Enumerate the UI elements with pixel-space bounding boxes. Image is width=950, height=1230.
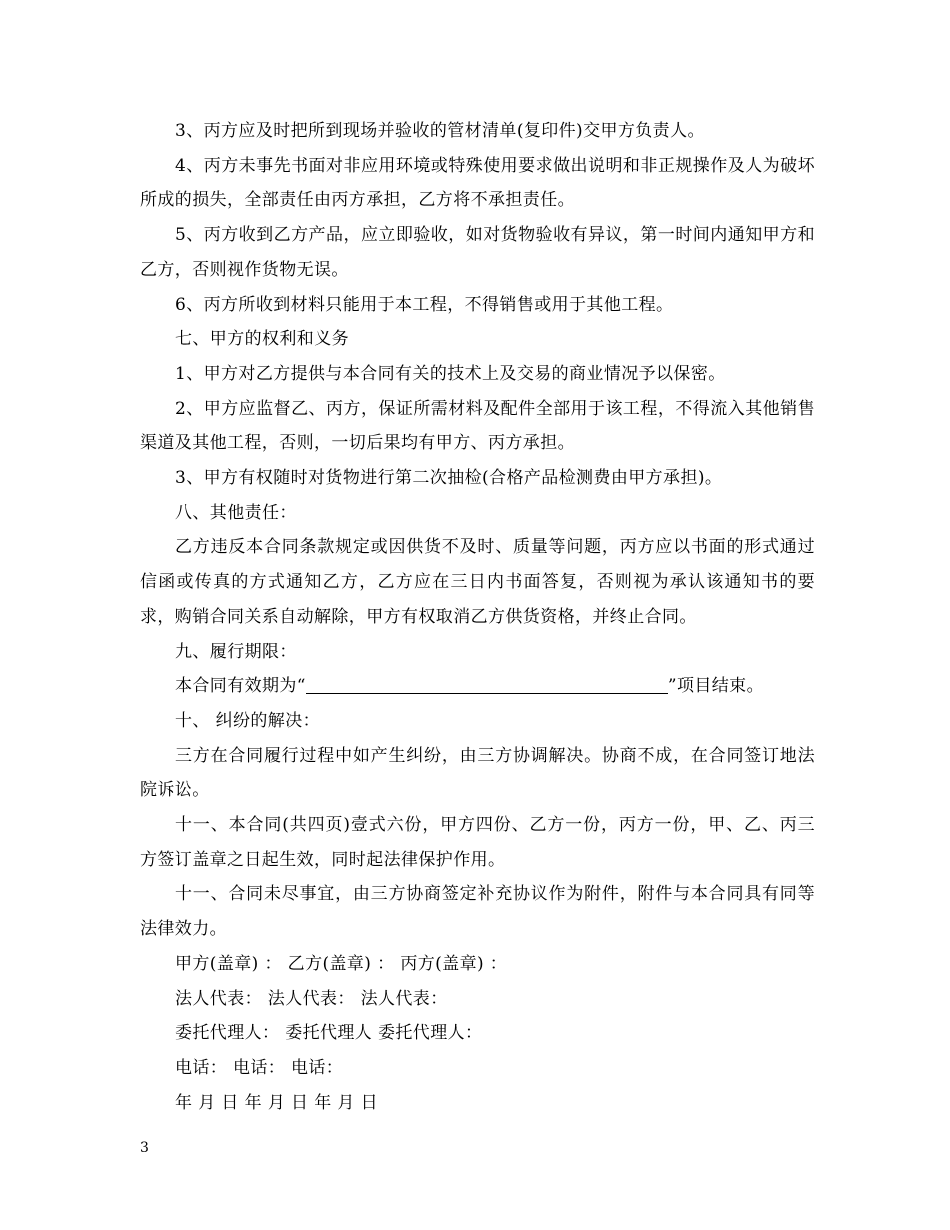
section-heading: 十、 纠纷的解决： [175, 710, 321, 731]
section-heading: 九、履行期限： [175, 641, 297, 662]
term-blank-line [306, 671, 668, 694]
signature-seal-line: 甲方(盖章) ： 乙方(盖章) ： 丙方(盖章) ： [175, 953, 508, 974]
signature-date-line: 年 月 日 年 月 日 年 月 日 [175, 1092, 379, 1113]
term-line [140, 669, 815, 704]
paragraph: 5、丙方收到乙方产品，应立即验收，如对货物验收有异议，第一时间内通知甲方和乙方，否则视作货物无误。 [140, 225, 815, 280]
signature-agent-line: 委托代理人： 委托代理人 委托代理人： [175, 1023, 483, 1044]
page-number: 3 [140, 1140, 149, 1156]
paragraph: 6、丙方所收到材料只能用于本工程，不得销售或用于其他工程。 [175, 294, 674, 315]
signature-phone-line: 电话： 电话： 电话： [175, 1057, 344, 1078]
contract-body [140, 114, 815, 1120]
paragraph: 3、甲方有权随时对货物进行第二次抽检(合格产品检测费由甲方承担)。 [175, 468, 723, 489]
paragraph: 3、丙方应及时把所到现场并验收的管材清单(复印件)交甲方负责人。 [175, 121, 705, 141]
section-heading: 八、其他责任： [175, 502, 297, 523]
signature-representative-line: 法人代表： 法人代表： 法人代表： [175, 988, 448, 1009]
paragraph: 2、甲方应监督乙、丙方，保证所需材料及配件全部用于该工程，不得流入其他销售渠道及其他工程，否则，一切后果均有甲方、丙方承担。 [140, 398, 815, 454]
paragraph: 1、甲方对乙方提供与本合同有关的技术上及交易的商业情况予以保密。 [175, 363, 726, 384]
paragraph: 十一、合同未尽事宜，由三方协商签定补充协议作为附件，附件与本合同具有同等法律效力。 [140, 884, 815, 940]
paragraph: 三方在合同履行过程中如产生纠纷，由三方协调解决。协商不成，在合同签订地法院诉讼。 [140, 745, 815, 801]
paragraph: 乙方违反本合同条款规定或因供货不及时、质量等问题，丙方应以书面的形式通过信函或传真的方式通知乙方，乙方应在三日内书面答复，否则视为承认该通知书的要求，购销合同关系自动解除，甲方有权取消乙方供货资格，并终止合同。 [140, 537, 815, 627]
paragraph: 4、丙方未事先书面对非应用环境或特殊使用要求做出说明和非正规操作及人为破坏所成的损失，全部责任由丙方承担，乙方将不承担责任。 [140, 155, 815, 211]
paragraph: 十一、本合同(共四页)壹式六份，甲方四份、乙方一份，丙方一份，甲、乙、丙三方签订盖章之日起生效，同时起法律保护作用。 [140, 815, 815, 870]
term-suffix: ”项目结束。 [667, 676, 764, 697]
term-prefix: 本合同有效期为“ [175, 676, 306, 697]
section-heading: 七、甲方的权利和义务 [175, 329, 349, 350]
